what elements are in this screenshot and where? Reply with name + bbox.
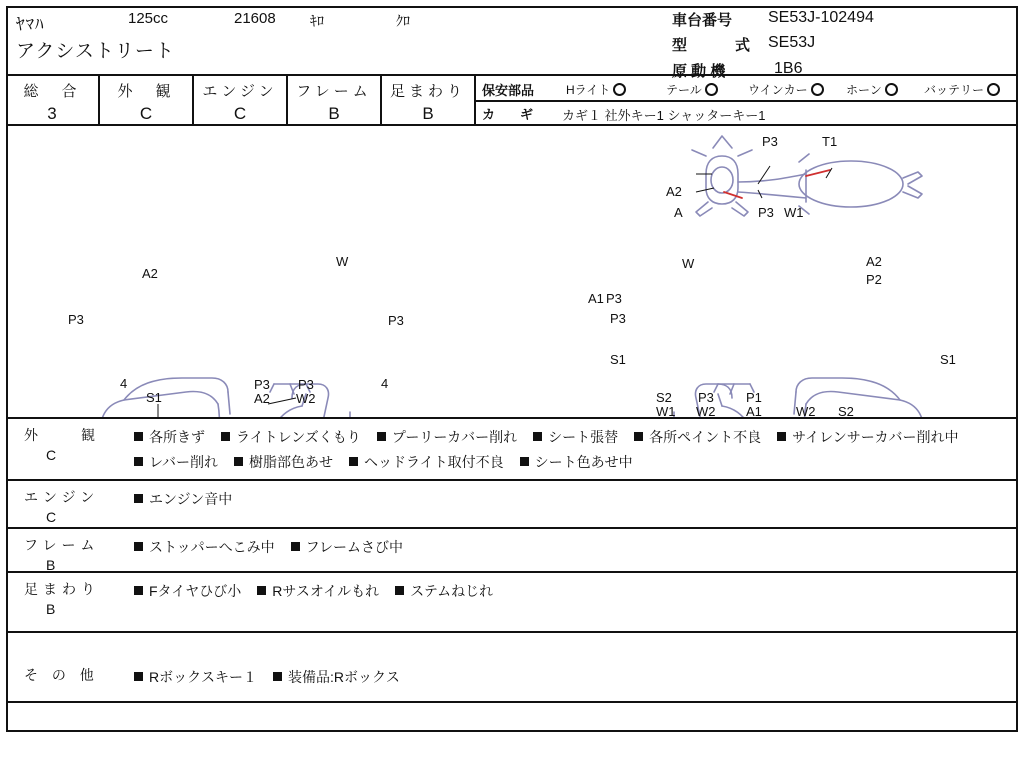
grade-cell-exterior — [100, 76, 194, 126]
equipment-title: 保安部品 — [482, 83, 535, 98]
note-grade: B — [46, 557, 56, 573]
diagram-label: W2 — [296, 391, 316, 406]
note-category: 外 観 — [24, 427, 100, 443]
circle-icon — [705, 83, 718, 96]
diagram-label: S1 — [940, 352, 956, 367]
diagram-label: W1 — [656, 404, 676, 419]
note-item — [234, 450, 333, 475]
note-item-text: シート張替 — [548, 429, 619, 445]
circle-icon — [885, 83, 898, 96]
equipment-box — [476, 76, 1018, 126]
note-grade: C — [46, 509, 57, 525]
note-item — [134, 450, 218, 475]
note-item — [221, 425, 361, 450]
diagram-label: P3 — [762, 134, 778, 149]
note-item-text: 装備品:Rボックス — [287, 669, 400, 685]
note-item-text: Rサスオイルもれ — [272, 583, 380, 599]
diagram-label: T1 — [822, 134, 838, 149]
grade-bar — [6, 74, 1018, 126]
diagram-label: A2 — [866, 254, 882, 269]
note-category: エンジン — [24, 489, 100, 505]
bullet-icon — [634, 432, 643, 441]
note-item-text: ヘッドライト取付不良 — [364, 454, 504, 470]
diagram-label: W2 — [796, 404, 816, 419]
note-item — [291, 535, 403, 560]
note-item — [134, 487, 232, 512]
note-category: そ の 他 — [24, 667, 99, 683]
notes-section — [6, 419, 1018, 732]
grade-label: フレーム — [296, 83, 372, 100]
engine-value: 1B6 — [774, 60, 803, 77]
note-item — [634, 425, 761, 450]
diagram-label: P3 — [758, 205, 774, 220]
grade-cell-suspension — [382, 76, 476, 126]
equipment-item-taillight — [666, 81, 718, 98]
grade-label: 外 観 — [117, 83, 175, 100]
note-item — [377, 425, 517, 450]
note-item-text: 樹脂部色あせ — [249, 454, 334, 470]
bullet-icon — [520, 457, 529, 466]
diagram-label: P1 — [746, 390, 762, 405]
diagram-label: S1 — [146, 390, 162, 405]
note-row-frame — [6, 529, 1018, 573]
equipment-item-label: ウインカー — [748, 83, 808, 97]
diagram-label: 4 — [120, 376, 128, 391]
vin-value: SE53J-102494 — [768, 9, 874, 26]
note-item-text: エンジン音中 — [149, 491, 233, 507]
note-items — [134, 535, 1010, 560]
bullet-icon — [377, 432, 386, 441]
equipment-item-horn — [846, 81, 898, 98]
diagram-label: A2 — [142, 266, 158, 281]
bullet-icon — [134, 672, 143, 681]
diagram-label: S2 — [838, 404, 854, 419]
equipment-item-label: Hライト — [566, 83, 611, 97]
note-item-text: Fタイヤひび小 — [149, 583, 242, 599]
diagram-label: P3 — [254, 377, 270, 392]
bullet-icon — [273, 672, 282, 681]
grade-label: 総 合 — [23, 83, 81, 100]
type-value: SE53J — [768, 34, 816, 51]
note-item — [520, 450, 633, 475]
diagram-label: P2 — [866, 272, 882, 287]
note-item-text: Rボックスキー１ — [149, 669, 257, 685]
note-category: 足まわり — [24, 581, 100, 597]
note-row-exterior — [6, 419, 1018, 481]
note-category: フレーム — [24, 537, 100, 553]
bullet-icon — [134, 432, 143, 441]
note-item — [134, 535, 275, 560]
diagram-label: P3 — [298, 377, 314, 392]
equipment-item-label: テール — [666, 83, 702, 97]
bullet-icon — [257, 586, 266, 595]
diagram-label: P3 — [698, 390, 714, 405]
model-name: アクシストリート — [16, 41, 175, 62]
note-item — [777, 425, 958, 450]
diagram-label: W1 — [784, 205, 804, 220]
equipment-row — [476, 76, 1018, 102]
note-items — [134, 487, 1010, 512]
bullet-icon — [533, 432, 542, 441]
key-label: カ ギ — [482, 107, 540, 122]
circle-icon — [987, 83, 1000, 96]
diagram-label: 4 — [381, 376, 389, 391]
grade-label: エンジン — [202, 83, 278, 100]
bullet-icon — [234, 457, 243, 466]
color-value: ｸﾛ — [396, 13, 410, 29]
note-item-text: サイレンサーカバー削れ中 — [792, 429, 959, 445]
bullet-icon — [134, 494, 143, 503]
key-row — [476, 102, 1018, 126]
bullet-icon — [291, 542, 300, 551]
equipment-item-label: ホーン — [846, 83, 882, 97]
note-item — [134, 579, 241, 604]
damage-diagram — [6, 126, 1018, 419]
note-item-text: 各所きず — [149, 429, 205, 445]
diagram-label: A2 — [254, 391, 270, 406]
diagram-label: S2 — [656, 390, 672, 405]
note-items — [134, 579, 1010, 604]
diagram-label: A1 — [746, 404, 762, 419]
key-value: カギ１ 社外キー1 シャッターキー1 — [562, 108, 766, 123]
bullet-icon — [134, 542, 143, 551]
note-item-text: プーリーカバー削れ — [391, 429, 518, 445]
odometer-value: 21608 — [234, 10, 276, 27]
displacement: 125cc — [128, 10, 169, 27]
note-item — [395, 579, 493, 604]
grade-value: C — [139, 104, 153, 123]
note-item-text: フレームさび中 — [305, 539, 404, 555]
equipment-item-label: バッテリー — [924, 83, 985, 97]
note-item-text: 各所ペイント不良 — [649, 429, 762, 445]
note-grade: C — [46, 447, 57, 463]
grade-value: C — [233, 104, 247, 123]
note-row-engine — [6, 481, 1018, 529]
diagram-label: P3 — [610, 311, 626, 326]
note-item — [257, 579, 379, 604]
grade-value: B — [422, 104, 434, 123]
grade-value: 3 — [47, 104, 57, 123]
grade-label: 足まわり — [389, 83, 466, 100]
note-item-text: ライトレンズくもり — [236, 429, 361, 445]
bullet-icon — [777, 432, 786, 441]
note-item-text: ストッパーへこみ中 — [149, 539, 275, 555]
note-item-text: ステムねじれ — [410, 583, 494, 599]
grade-value: B — [328, 104, 340, 123]
note-item — [349, 450, 504, 475]
note-item-text: レバー削れ — [149, 454, 219, 470]
note-grade: B — [46, 601, 56, 617]
circle-icon — [811, 83, 824, 96]
header — [6, 6, 1018, 80]
note-item-text: シート色あせ中 — [534, 454, 633, 470]
engine-label: 原 動 機 — [672, 63, 726, 80]
note-item — [134, 425, 205, 450]
diagram-label: P3 — [68, 312, 84, 327]
vin-label: 車台番号 — [672, 12, 733, 29]
note-items — [134, 665, 1010, 690]
diagram-label: A2 — [666, 184, 682, 199]
diagram-label: A — [674, 205, 683, 220]
circle-icon — [613, 83, 626, 96]
note-row-suspension — [6, 573, 1018, 633]
equipment-item-winker — [748, 81, 824, 98]
bullet-icon — [134, 586, 143, 595]
note-item — [533, 425, 618, 450]
maker-name: ﾔﾏﾊ — [16, 15, 45, 34]
diagram-label: A1 — [588, 291, 604, 306]
note-item — [273, 665, 400, 690]
diagram-label: S1 — [610, 352, 626, 367]
diagram-label: W — [682, 256, 695, 271]
bullet-icon — [134, 457, 143, 466]
equipment-item-battery — [924, 81, 1000, 98]
diagram-label: W2 — [696, 404, 716, 419]
grade-cell-frame — [288, 76, 382, 126]
bullet-icon — [221, 432, 230, 441]
note-items — [134, 425, 1010, 475]
note-row-other — [6, 633, 1018, 703]
grade-cell-total — [6, 76, 100, 126]
bullet-icon — [349, 457, 358, 466]
grade-cell-engine — [194, 76, 288, 126]
type-label: 型 式 — [672, 37, 757, 54]
odometer-unit: ｷﾛ — [310, 13, 324, 29]
bullet-icon — [395, 586, 404, 595]
diagram-label: P3 — [606, 291, 622, 306]
diagram-label: W — [336, 254, 349, 269]
diagram-label: P3 — [388, 313, 404, 328]
equipment-item-headlight — [566, 81, 626, 98]
note-item — [134, 665, 257, 690]
